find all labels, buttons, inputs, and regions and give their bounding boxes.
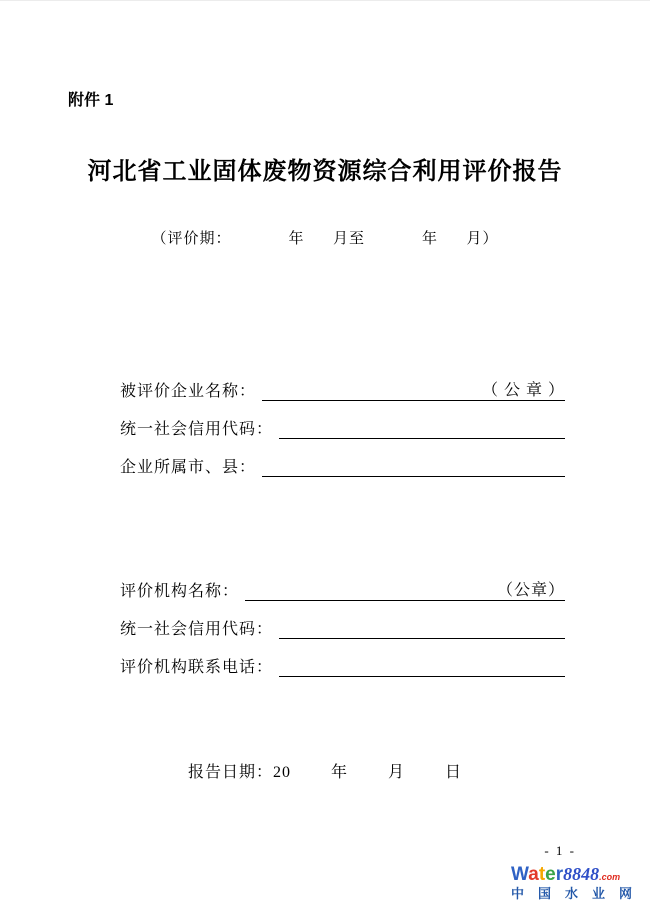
- fill-line: [279, 614, 565, 639]
- watermark-site-name: 中国水业网: [511, 886, 647, 901]
- watermark-brand-tld: .com: [599, 872, 621, 882]
- field-label: 企业所属市、县：: [120, 459, 257, 476]
- agency-fields-section: [120, 563, 565, 677]
- page-number: - 1 -: [544, 843, 576, 858]
- field-label: 被评价企业名称：: [120, 383, 257, 400]
- fill-line: [279, 652, 565, 677]
- seal-note: （ 公 章 ）: [481, 382, 565, 399]
- fill-line: [262, 452, 565, 477]
- report-date: 报告日期：20 年 月 日: [187, 764, 462, 781]
- field-label: 统一社会信用代码：: [120, 621, 274, 638]
- seal-note: （公章）: [496, 582, 565, 599]
- field-row-enterprise-credit-code: [120, 401, 565, 439]
- fill-line: [262, 376, 565, 401]
- watermark-brand-word: Water: [511, 864, 564, 885]
- field-label: 评价机构联系电话：: [120, 659, 274, 676]
- field-row-agency-phone: [120, 639, 565, 677]
- field-row-agency-name: [120, 563, 565, 601]
- field-row-agency-credit-code: [120, 601, 565, 639]
- fill-line: [245, 576, 565, 601]
- field-row-enterprise-city-county: [120, 439, 565, 477]
- page-title: 河北省工业固体废物资源综合利用评价报告: [87, 158, 563, 185]
- watermark-brand-number: 8848: [563, 864, 600, 884]
- field-label: 统一社会信用代码：: [120, 421, 274, 438]
- enterprise-fields-section: [120, 363, 565, 477]
- watermark-brand-line: [511, 865, 646, 884]
- watermark-logo: [511, 865, 646, 901]
- field-row-enterprise-name: [120, 363, 565, 401]
- fill-line: [279, 414, 565, 439]
- attachment-label: 附件 1: [68, 92, 114, 109]
- field-label: 评价机构名称：: [120, 583, 240, 600]
- evaluation-period: （评价期： 年 月至 年 月）: [151, 231, 499, 247]
